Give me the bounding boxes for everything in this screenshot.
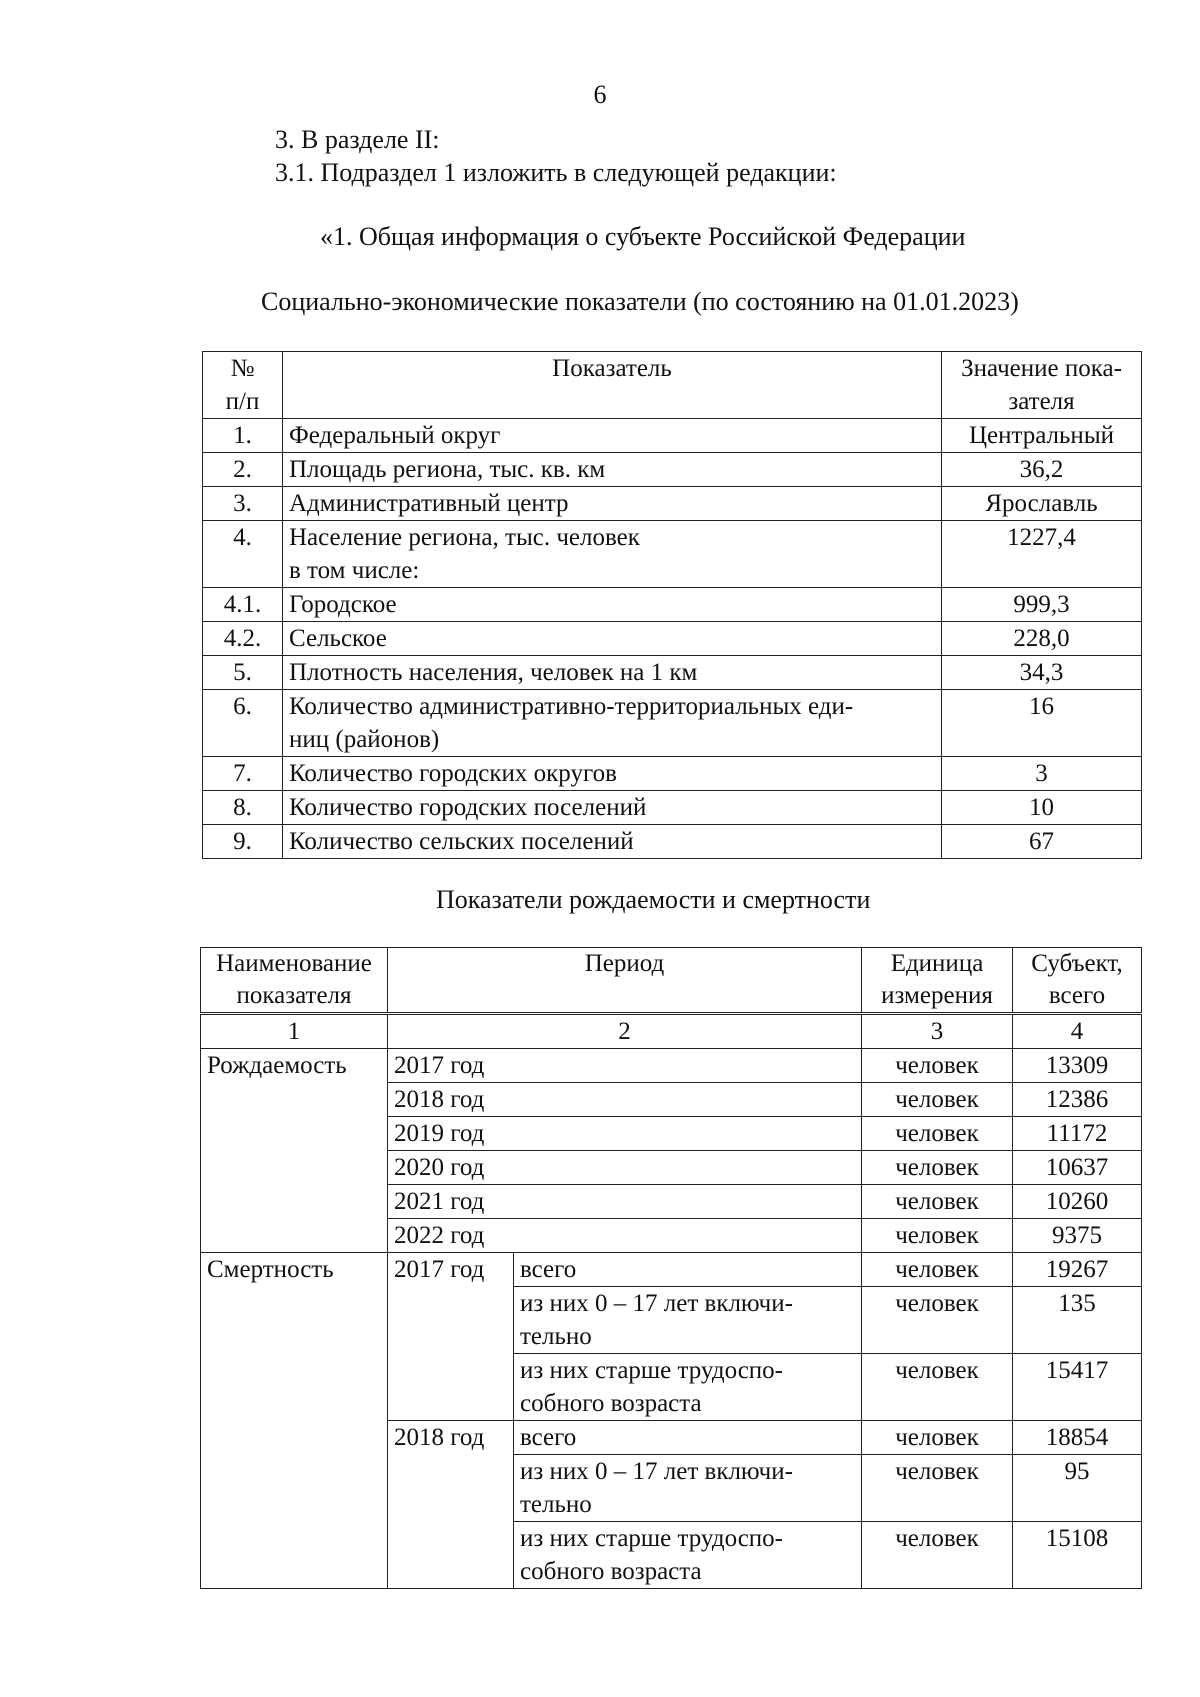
row-value: 16 [942, 690, 1142, 757]
value-cell: 13309 [1013, 1049, 1142, 1083]
row-num: 2. [203, 453, 283, 487]
table-row [203, 419, 1142, 453]
unit-cell: человек [862, 1421, 1013, 1455]
header-indicator: Показатель [283, 352, 942, 419]
unit-cell: человек [862, 1219, 1013, 1253]
row-num: 1. [203, 419, 283, 453]
value-cell: 19267 [1013, 1253, 1142, 1287]
row-num: 9. [203, 825, 283, 859]
births-deaths-table [200, 947, 1142, 1589]
row-label: Количество административно-территориальных еди- ниц (районов) [283, 690, 942, 757]
row-num: 6. [203, 690, 283, 757]
unit-cell: человек [862, 1287, 1013, 1354]
row-value: 228,0 [942, 622, 1142, 656]
table-row [203, 521, 1142, 588]
row-num: 4. [203, 521, 283, 588]
row-label: Население региона, тыс. человек в том числе: [283, 521, 942, 588]
unit-cell: человек [862, 1049, 1013, 1083]
table1-title: Социально-экономические показатели (по состоянию на 01.01.2023) [261, 287, 1019, 316]
table-row [203, 622, 1142, 656]
value-cell: 10637 [1013, 1151, 1142, 1185]
value-cell: 95 [1013, 1455, 1142, 1522]
unit-cell: человек [862, 1354, 1013, 1421]
heading-line: «1. Общая информация о субъекте Российской Федерации [320, 222, 966, 251]
table-row [203, 656, 1142, 690]
row-value: 1227,4 [942, 521, 1142, 588]
col-number: 1 [201, 1014, 388, 1049]
row-value: Ярославль [942, 487, 1142, 521]
value-cell: 11172 [1013, 1117, 1142, 1151]
col-number: 2 [388, 1014, 862, 1049]
value-cell: 12386 [1013, 1083, 1142, 1117]
column-number-row [201, 1014, 1142, 1049]
value-cell: 10260 [1013, 1185, 1142, 1219]
row-value: 999,3 [942, 588, 1142, 622]
row-num: 4.1. [203, 588, 283, 622]
table-row [201, 1049, 1142, 1083]
table-row [203, 791, 1142, 825]
value-cell: 135 [1013, 1287, 1142, 1354]
row-value: Центральный [942, 419, 1142, 453]
subsection-line: 3.1. Подраздел 1 изложить в следующей редакции: [275, 158, 837, 187]
row-value: 67 [942, 825, 1142, 859]
row-num: 7. [203, 757, 283, 791]
table-header-row [203, 352, 1142, 419]
row-label: Количество городских поселений [283, 791, 942, 825]
period-year: 2020 год [388, 1151, 862, 1185]
unit-cell: человек [862, 1253, 1013, 1287]
page-number: 6 [593, 80, 607, 109]
header-num: № п/п [203, 352, 283, 419]
header-name: Наименование показателя [201, 948, 388, 1014]
row-label: Количество городских округов [283, 757, 942, 791]
unit-cell: человек [862, 1151, 1013, 1185]
row-label: Площадь региона, тыс. кв. км [283, 453, 942, 487]
table-row [203, 690, 1142, 757]
header-subject: Субъект, всего [1013, 948, 1142, 1014]
table-row [203, 825, 1142, 859]
table-row [203, 453, 1142, 487]
row-num: 5. [203, 656, 283, 690]
col-number: 4 [1013, 1014, 1142, 1049]
value-cell: 18854 [1013, 1421, 1142, 1455]
section-line: 3. В разделе II: [275, 125, 440, 154]
table-row [203, 757, 1142, 791]
value-cell: 15417 [1013, 1354, 1142, 1421]
period-year: 2022 год [388, 1219, 862, 1253]
row-value: 10 [942, 791, 1142, 825]
period-year: 2018 год [388, 1421, 514, 1589]
row-label: Городское [283, 588, 942, 622]
row-num: 8. [203, 791, 283, 825]
table-row [203, 588, 1142, 622]
period-year: 2017 год [388, 1253, 514, 1421]
table-header-row [201, 948, 1142, 1014]
value-cell: 15108 [1013, 1522, 1142, 1589]
row-value: 3 [942, 757, 1142, 791]
period-year: 2018 год [388, 1083, 862, 1117]
col-number: 3 [862, 1014, 1013, 1049]
row-num: 3. [203, 487, 283, 521]
period-year: 2017 год [388, 1049, 862, 1083]
unit-cell: человек [862, 1455, 1013, 1522]
table-row [203, 487, 1142, 521]
row-label: Количество сельских поселений [283, 825, 942, 859]
unit-cell: человек [862, 1083, 1013, 1117]
table-row [201, 1253, 1142, 1287]
row-label: Федеральный округ [283, 419, 942, 453]
table2-title: Показатели рождаемости и смертности [436, 885, 871, 914]
sub-category: всего [514, 1421, 862, 1455]
sub-category: из них старше трудоспо- собного возраста [514, 1354, 862, 1421]
row-num: 4.2. [203, 622, 283, 656]
row-label: Административный центр [283, 487, 942, 521]
row-label: Сельское [283, 622, 942, 656]
unit-cell: человек [862, 1117, 1013, 1151]
sub-category: из них 0 – 17 лет включи- тельно [514, 1287, 862, 1354]
unit-cell: человек [862, 1185, 1013, 1219]
socioeconomic-table [202, 351, 1142, 859]
header-period: Период [388, 948, 862, 1014]
unit-cell: человек [862, 1522, 1013, 1589]
sub-category: из них старше трудоспо- собного возраста [514, 1522, 862, 1589]
value-cell: 9375 [1013, 1219, 1142, 1253]
sub-category: всего [514, 1253, 862, 1287]
period-year: 2019 год [388, 1117, 862, 1151]
row-label: Плотность населения, человек на 1 км [283, 656, 942, 690]
row-value: 36,2 [942, 453, 1142, 487]
header-unit: Единица измерения [862, 948, 1013, 1014]
sub-category: из них 0 – 17 лет включи- тельно [514, 1455, 862, 1522]
header-value: Значение пока- зателя [942, 352, 1142, 419]
births-label: Рождаемость [201, 1049, 388, 1253]
period-year: 2021 год [388, 1185, 862, 1219]
deaths-label: Смертность [201, 1253, 388, 1589]
row-value: 34,3 [942, 656, 1142, 690]
